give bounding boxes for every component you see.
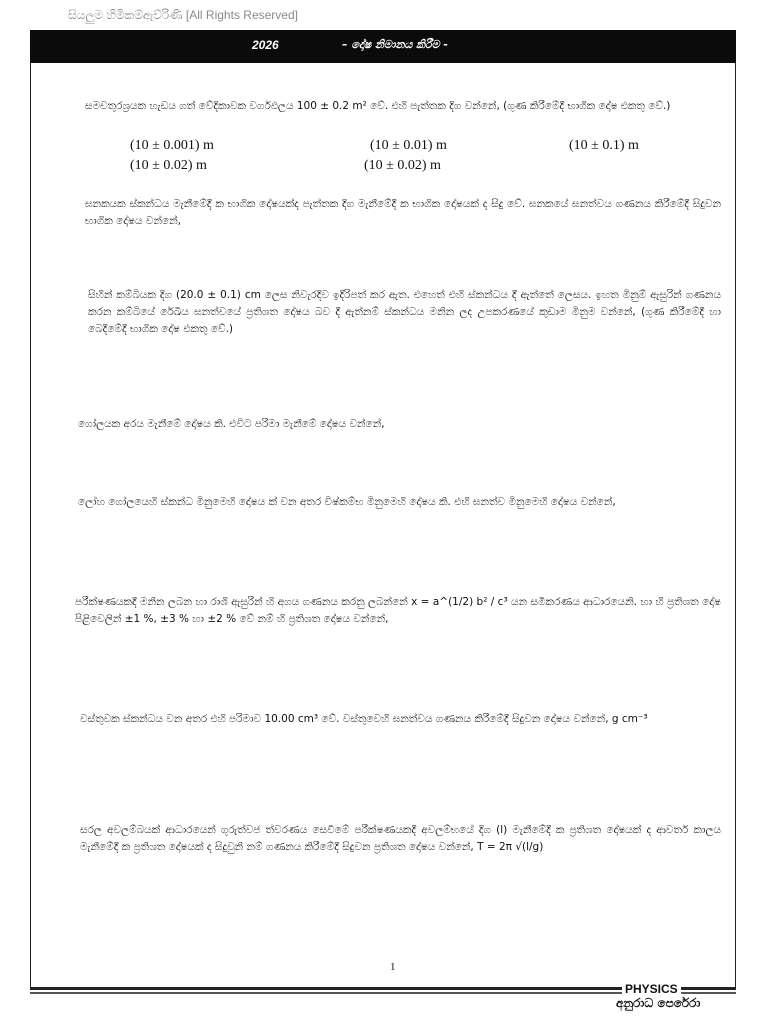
question-8: සරල අවලම්බයක් ආධාරයෙන් ගුරුත්වජ ත්වරණය සෙවීමේ පරීක්ෂණයකදී අවලම්භයේ දිග (l) මැනීමේදී ක ප්‍රතිශත දෝෂයක් ද ආවර්ත කාලය මැනීමේදී ක ප්‍රතිශත දෝෂයක් ද සිදුවුනි නම් ගණනය කිරීමේදී සිදුවන ප්‍රතිශත දෝෂය වන්නේ, T = 2π √(l/g) [80,824,721,853]
question-1-option-5: (10 ± 0.02) m [364,158,441,173]
footer-brand: PHYSICS [622,982,681,996]
question-3: සිහින් කම්බියක දිග (20.0 ± 0.1) cm ලෙස නිවැරදිව ඉදිරිපත් කර ඇත. එහෙත් එහි ස්කන්ධය දී ඇත්තේ ලෙසය. ඉහත මිනුම් ඇසුරින් ගණනය කරන කම්බියේ රේඛීය ඝනත්වයේ ප්‍රතිශත දෝෂය බව දී ඇත්නම් ස්කන්ධය මනින ලද උපකරණයේ කුඩාම මිනුම වන්නේ, (ගුණ කිරීමේදී හා බෙදීමේදී භාගික දෝෂ එකතු වේ.) [88,289,721,335]
copyright-notice: සියලුම හිමිකම්ඇව්රිණි [All Rights Reserved] [68,8,298,22]
question-1: සමචතුරශ්‍රයක හැඩය ගත් වේදිකාවක වර්ගඵලය 100 ± 0.2 m² වේ. එහි පැත්තක දිග වන්නේ, (ගුණ කිරීමේදී භාගික දෝෂ එකතු වේ.) [85,100,671,112]
question-2: ඝනකයක ස්කන්ධය මැනීමේදී ක භාගික දෝෂයක්ද පැත්තක දිග මැනීමේදී ක භාගික දෝෂයක් ද සිදු වේ. ඝනකයේ ඝනත්වය ගණනය කිරීමේදී සිදුවන භාගික දෝෂය වන්නේ, [85,198,721,227]
question-7: වස්තුවක ස්කන්ධය වන අතර එහි පරිමාව 10.00 cm³ වේ. වස්තුවෙහි ඝනත්වය ගණනය කිරීමේදී සිදුවන දෝෂය වන්නේ, g cm⁻³ [80,713,648,725]
question-1-option-4: (10 ± 0.02) m [130,158,207,173]
question-1-option-3: (10 ± 0.1) m [569,138,639,153]
question-4: ගෝලයක අරය මැනීමේ දෝෂය කි. එවිට පරිමා මැනීමේ දෝෂය වන්නේ, [78,418,385,430]
question-1-option-1: (10 ± 0.001) m [130,138,214,153]
page-number: 1 [390,961,396,973]
question-6: පරීක්ෂණයකදී මනින ලබන හා රාශි ඇසුරින් හි අගය ගණනය කරනු ලබන්නේ x = a^(1/2) b² / c³ යන සමීකරණය ආධාරයෙනි. හා හි ප්‍රතිශත දෝෂ පිළිවෙලින් ±1 %, ±3 % හා ±2 % වේ නම් හි ප්‍රතිශත දෝෂය වන්නේ, [75,596,721,625]
header-bar [30,30,736,63]
header-title: – දෝෂ නිමානය කිරීම - [342,38,448,51]
question-1-option-2: (10 ± 0.01) m [370,138,447,153]
question-5: ලෝහ ගෝලයෙහි ස්කන්ධ මිනුමෙහි දෝෂය ක් වන අතර විෂ්කම්භ මිනුමෙහි දෝෂය කි. එහි ඝනත්ව මිනුමෙහි දෝෂය වන්නේ, [78,496,616,508]
header-year: 2026 [252,38,279,52]
footer-author: අනුරාධ පෙරේරා [616,996,701,1010]
